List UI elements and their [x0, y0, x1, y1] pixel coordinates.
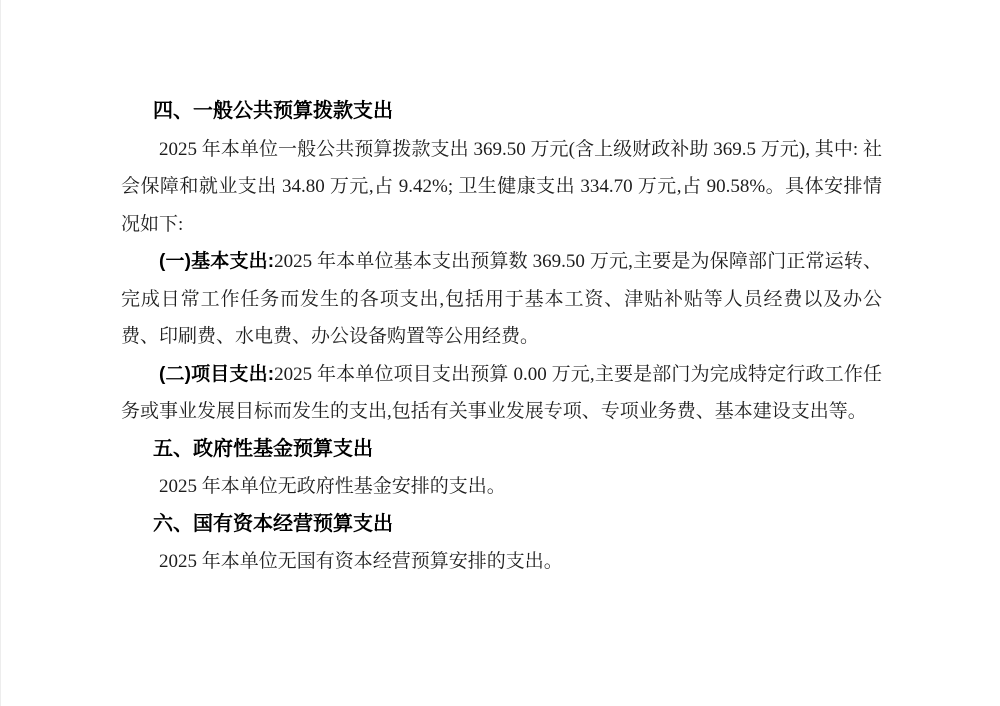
- paragraph-project-expenditure-text: 2025 年本单位项目支出预算 0.00 万元,主要是部门为完成特定行政工作任务或事业发展目标而发生的支出,包括有关事业发展专项、专项业务费、基本建设支出等。: [121, 363, 882, 422]
- heading-government-fund-budget-expenditure: 五、政府性基金预算支出: [153, 437, 373, 460]
- paragraph-project-expenditure-lead: (二)项目支出:: [159, 363, 275, 385]
- paragraph-project-expenditure: [121, 356, 882, 431]
- paragraph-state-capital: 2025 年本单位无国有资本经营预算安排的支出。: [159, 551, 563, 572]
- paragraph-government-fund: 2025 年本单位无政府性基金安排的支出。: [159, 476, 506, 497]
- paragraph-basic-expenditure: [121, 243, 882, 356]
- paragraph-basic-expenditure-text: 2025 年本单位基本支出预算数 369.50 万元,主要是为保障部门正常运转、完成日常工作任务而发生的各项支出,包括用于基本工资、津贴补贴等人员经费以及办公费、印刷费、水电费、办公设备购置等公用经费。: [121, 251, 882, 347]
- paragraph-basic-expenditure-lead: (一)基本支出:: [159, 251, 275, 272]
- paragraph-general-budget-overview: 2025 年本单位一般公共预算拨款支出 369.50 万元(含上级财政补助 369.5 万元), 其中: 社会保障和就业支出 34.80 万元,占 9.42%; 卫生健康支出 334.70 万元,占 90.58%。具体安排情况如下:: [121, 138, 882, 235]
- heading-general-public-budget-expenditure: 四、一般公共预算拨款支出: [153, 100, 393, 122]
- heading-state-capital-budget-expenditure: 六、国有资本经营预算支出: [153, 512, 393, 535]
